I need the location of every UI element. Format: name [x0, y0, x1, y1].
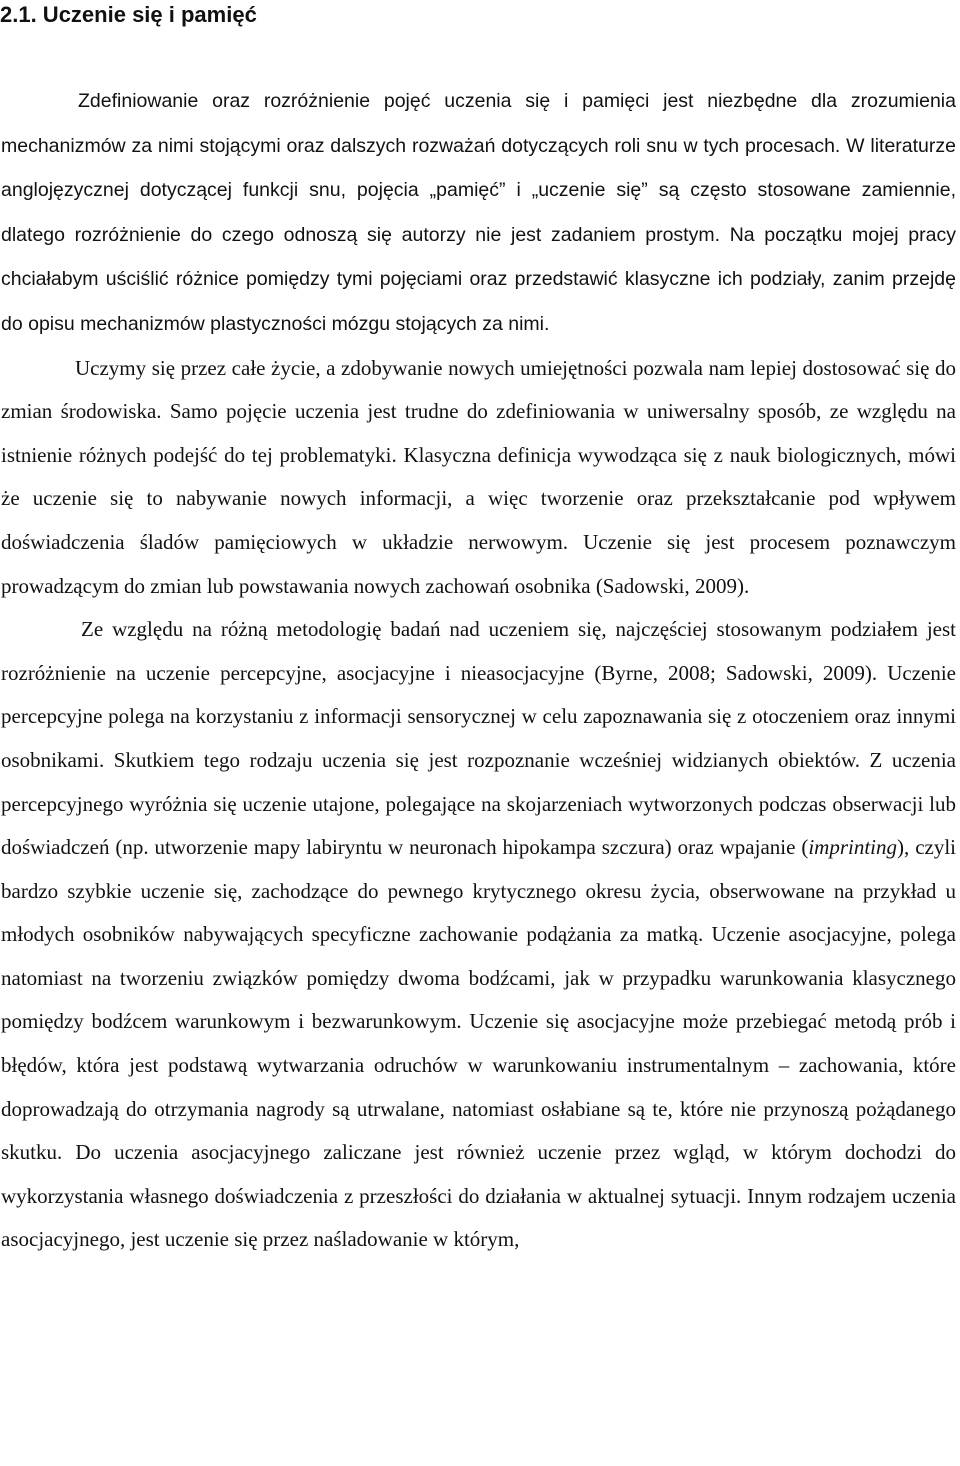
paragraph-3-text-b: ), czyli bardzo szybkie uczenie się, zachodzące do pewnego krytycznego okresu życia, obserwowane na przykład u młodych osobników nabywających specyficzne zachowanie podążania za matką. Uczenie asocjacyjne, polega natomiast na tworzeniu związków pomiędzy dwoma bodźcami, jak w przypadku warunkowania klasycznego pomiędzy bodźcem warunkowym i bezwarunkowym. Uczenie się asocjacyjne może przebiegać metodą prób i błędów, która jest podstawą wytwarzania odruchów w warunkowaniu instrumentalnym – zachowania, które doprowadzają do otrzymania nagrody są utrwalane, natomiast osłabiane są te, które nie przynoszą pożądanego skutku. Do uczenia asocjacyjnego zaliczane jest również uczenie przez wgląd, w którym dochodzi do wykorzystania własnego doświadczenia z przeszłości do działania w aktualnej sytuacji. Innym rodzajem uczenia asocjacyjnego, jest uczenie się przez naśladowanie w którym, [1, 835, 957, 1252]
body-text [1, 79, 956, 1262]
paragraph-3 [1, 608, 956, 1262]
paragraph-2: Uczymy się przez całe życie, a zdobywanie nowych umiejętności pozwala nam lepiej dostosować się do zmian środowiska. Samo pojęcie uczenia jest trudne do zdefiniowania w uniwersalny sposób, ze względu na istnienie różnych podejść do tej problematyki. Klasyczna definicja wywodząca się z nauk biologicznych, mówi że uczenie się to nabywanie nowych informacji, a więc tworzenie oraz przekształcanie pod wpływem doświadczenia śladów pamięciowych w układzie nerwowym. Uczenie się jest procesem poznawczym prowadzącym do zmian lub powstawania nowych zachowań osobnika (Sadowski, 2009). [1, 355, 956, 598]
paragraph-3-text-a: Ze względu na różną metodologię badań nad uczeniem się, najczęściej stosowanym podziałem jest rozróżnienie na uczenie percepcyjne, asocjacyjne i nieasocjacyjne (Byrne, 2008; Sadowski, 2009). Uczenie percepcyjne polega na korzystaniu z informacji sensorycznej w celu zapoznawania się z otoczeniem oraz innymi osobnikami. Skutkiem tego rodzaju uczenia się jest rozpoznanie wcześniej widzianych obiektów. Z uczenia percepcyjnego wyróżnia się uczenie utajone, polegające na skojarzeniach wytworzonych podczas obserwacji lub doświadczeń (np. utworzenie mapy labiryntu w neuronach hipokampa szczura) oraz wpajanie ( [1, 617, 956, 860]
paragraph-1 [1, 79, 956, 347]
section-heading: 2.1. Uczenie się i pamięć [0, 2, 257, 27]
paragraph-1-text: Zdefiniowanie oraz rozróżnienie pojęć uczenia się i pamięci jest niezbędne dla zrozumienia mechanizmów za nimi stojącymi oraz dalszych rozważań dotyczących roli snu w tych procesach. W literaturze anglojęzycznej dotyczącej funkcji snu, pojęcia „pamięć” i „uczenie się” są często stosowane zamiennie, dlatego rozróżnienie do czego odnoszą się autorzy nie jest zadaniem prostym. Na początku mojej pracy chciałabym uściślić różnice pomiędzy tymi pojęciami oraz przedstawić klasyczne ich podziały, zanim przejdę do opisu mechanizmów plastyczności mózgu stojących za nimi. [1, 90, 956, 335]
paragraph-3-italic-term: imprinting [808, 835, 898, 860]
